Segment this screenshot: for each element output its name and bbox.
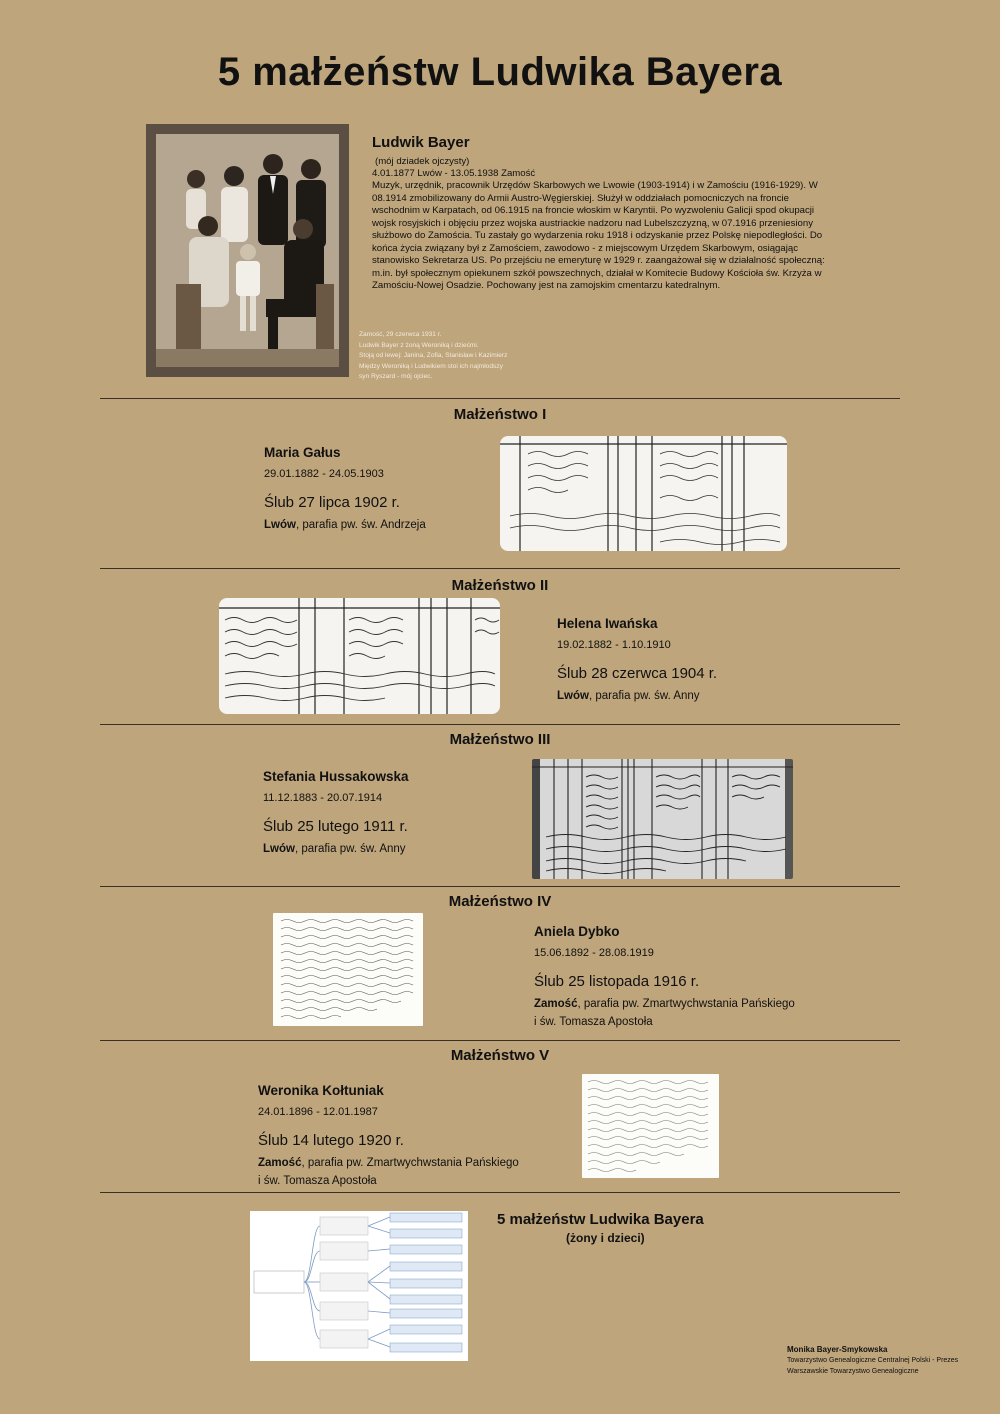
marriage-record-scan — [500, 436, 787, 551]
marriage-record-scan — [532, 759, 793, 879]
bio-block — [372, 133, 832, 293]
wedding-date: Ślub 28 czerwca 1904 r. — [557, 664, 718, 682]
spouse-name: Weronika Kołtuniak — [258, 1083, 384, 1098]
family-photo-image — [156, 134, 339, 367]
wedding-place: Lwów — [557, 690, 589, 703]
caption-line: Między Weroniką i Ludwikiem stoi ich najmłodszy — [359, 362, 503, 370]
parish-name-2: i św. Tomasza Apostoła — [534, 1016, 653, 1029]
marriage-1-person — [264, 444, 494, 535]
marriage-4-title: Małżeństwo IV — [448, 893, 552, 910]
spouse-dates: 15.06.1892 - 28.08.1919 — [534, 946, 654, 959]
caption-line: syn Ryszard - mój ojciec. — [359, 373, 433, 381]
divider — [100, 724, 900, 725]
marriage-3-person — [263, 768, 513, 859]
spouse-dates: 11.12.1883 - 20.07.1914 — [263, 791, 383, 804]
record-scan-image — [532, 759, 793, 879]
marriage-1-title: Małżeństwo I — [453, 406, 547, 423]
marriage-4-person — [534, 923, 854, 1032]
family-photo — [146, 124, 349, 377]
wedding-parish — [534, 996, 854, 1032]
divider — [100, 568, 900, 569]
marriage-2-title: Małżeństwo II — [451, 577, 549, 594]
marriage-3-title: Małżeństwo III — [449, 731, 551, 748]
spouse-name: Stefania Hussakowska — [263, 769, 409, 784]
bio-name: Ludwik Bayer — [372, 134, 470, 151]
wedding-parish — [258, 1155, 578, 1191]
divider — [100, 886, 900, 887]
marriage-5-title: Małżeństwo V — [450, 1047, 550, 1064]
wedding-place: Lwów — [264, 519, 296, 532]
family-tree-image — [250, 1211, 468, 1361]
marriage-5-person — [258, 1082, 578, 1191]
record-scan-image — [500, 436, 787, 551]
spouse-dates: 29.01.1882 - 24.05.1903 — [264, 467, 384, 480]
wedding-place: Lwów — [263, 843, 295, 856]
author-block — [787, 1344, 958, 1378]
parish-name: , parafia pw. św. Andrzeja — [295, 519, 426, 532]
record-scan-image — [273, 913, 423, 1026]
wedding-date: Ślub 25 lutego 1911 r. — [263, 817, 408, 835]
wedding-date: Ślub 14 lutego 1920 r. — [258, 1131, 404, 1149]
caption-line: Ludwik Bayer z żoną Weroniką i dziećmi. — [359, 341, 479, 349]
spouse-dates: 24.01.1896 - 12.01.1987 — [258, 1105, 378, 1118]
parish-name: , parafia pw. Zmartwychwstania Pańskiego — [301, 1157, 519, 1170]
record-scan-image — [219, 598, 500, 714]
wedding-place: Zamość — [258, 1157, 302, 1170]
caption-line: Stoją od lewej: Janina, Zofia, Stanisław i Kazimierz — [359, 352, 508, 360]
bio-dates: 4.01.1877 Lwów - 13.05.1938 Zamość — [372, 167, 536, 179]
marriage-record-scan — [582, 1074, 719, 1178]
bio-subtitle: (mój dziadek ojczysty) — [375, 155, 470, 167]
photo-caption — [359, 330, 539, 383]
marriage-record-scan — [273, 913, 423, 1026]
marriage-2-person — [557, 615, 807, 706]
author-name: Monika Bayer-Smykowska — [787, 1345, 888, 1354]
marriage-record-scan — [219, 598, 500, 714]
spouse-name: Aniela Dybko — [534, 924, 620, 939]
parish-name: , parafia pw. św. Anny — [588, 690, 700, 703]
wedding-parish — [264, 517, 494, 535]
author-affiliation-2: Warszawskie Towarzystwo Genealogiczne — [787, 1368, 919, 1376]
parish-name: , parafia pw. św. Anny — [294, 843, 406, 856]
divider — [100, 398, 900, 399]
parish-name-2: i św. Tomasza Apostoła — [258, 1175, 377, 1188]
summary-subtitle: (żony i dzieci) — [566, 1231, 645, 1245]
divider — [100, 1040, 900, 1041]
divider — [100, 1192, 900, 1193]
wedding-parish — [263, 841, 513, 859]
bio-text: Muzyk, urzędnik, pracownik Urzędów Skarbowych we Lwowie (1903-1914) i w Zamościu (1916-1929). W 08.1914 zmobilizowany do Armii Austro-Węgierskiej. Służył w oddziałach pomocniczych na froncie wschodnim w Karpatach, od 06.1915 na froncie włoskim w Karyntii. Po wyzwoleniu Galicji spod okupacji wojsk rosyjskich i objęciu przez wojska austriackie nadzoru nad Lubelszczyzną, w 07.1916 przeniesiony służbowo do Zamościa. Tu zastały go wydarzenia roku 1918 i odzyskanie przez Polskę niepodległości. Do końca życia związany był z Zamościem, zawodowo - z miejscowym Urzędem Skarbowym, osiągając stanowisko Sekretarza US. Po przejściu ne emeryturę w 1929 r. zaangażował się w działalność społeczną: m.in. był społecznym opiekunem szkół powszechnych, działał w Komitecie Budowy Kościoła św. Krzyża w Zamościu-Nowej Osadzie. Pochowany jest na zamojskim cmentarzu katedralnym. — [372, 180, 825, 292]
spouse-name: Helena Iwańska — [557, 616, 658, 631]
wedding-date: Ślub 27 lipca 1902 r. — [264, 493, 400, 511]
family-tree-thumbnail — [250, 1211, 468, 1361]
spouse-name: Maria Gałus — [264, 445, 341, 460]
author-affiliation-1: Towarzystwo Genealogiczne Centralnej Polski - Prezes — [787, 1357, 959, 1365]
page-title: 5 małżeństw Ludwika Bayera — [217, 50, 783, 94]
caption-line: Zamość, 29 czerwca 1931 r. — [359, 331, 442, 338]
wedding-date: Ślub 25 listopada 1916 r. — [534, 972, 700, 990]
spouse-dates: 19.02.1882 - 1.10.1910 — [557, 638, 671, 651]
record-scan-image — [582, 1074, 719, 1178]
parish-name: , parafia pw. Zmartwychwstania Pańskiego — [577, 998, 795, 1011]
wedding-place: Zamość — [534, 998, 578, 1011]
summary-title: 5 małżeństw Ludwika Bayera — [497, 1211, 704, 1228]
wedding-parish — [557, 688, 807, 706]
